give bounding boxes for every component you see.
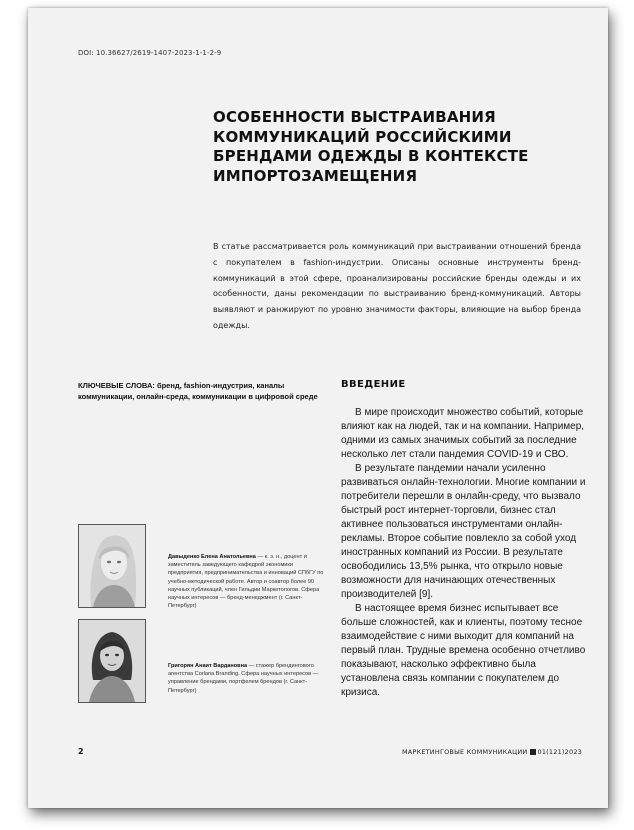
- author-photo: [78, 619, 146, 703]
- journal-issue: 01(121)2023: [537, 748, 582, 756]
- author-description: — к. э. н., доцент и заместитель заведующего кафедрой экономики предприятия, предпринимательства и инноваций СПбГУ по учебно-методической работе. Автор и соавтор более 90 научных публикаций, член Гильдии Маркетологов. Сфера научных интересов — бренд-менеджмент (г. Санкт-Петербург): [168, 554, 324, 610]
- article-abstract: В статье рассматривается роль коммуникаций при выстраивании отношений бренда с покупателем в fashion-индустрии. Описаны основные инструменты бренд-коммуникаций в этой сфере, проанализированы российские бренды одежды и их особенности, даны рекомендации по выстраиванию бренд-коммуникаций. Авторы выявляют и ранжируют по уровню значимости факторы, влияющие на выбор бренда одежды.: [213, 242, 581, 330]
- author-photo: [78, 524, 146, 608]
- article-body: [341, 406, 591, 700]
- journal-footer: [402, 748, 582, 756]
- author-name: Григорян Анаит Вардановна: [168, 663, 248, 669]
- section-heading: ВВЕДЕНИЕ: [341, 379, 406, 390]
- author-bio: [168, 553, 326, 610]
- page-number: 2: [78, 747, 84, 756]
- keywords-text: бренд, fashion-индустрия, каналы коммуникации, онлайн-среда, коммуникации в цифровой среде: [78, 381, 318, 401]
- portrait-dark-haired-woman-image: [79, 620, 145, 702]
- square-separator-icon: [530, 749, 536, 755]
- author-description: — стажер брендингового агентства Corlana Branding. Сфера научных интересов — управление брендами, портфелем брендов (г. Санкт-Петербург): [168, 663, 319, 694]
- body-paragraph: В мире происходит множество событий, которые влияют как на людей, так и на компании. Например, одними из самых значимых событий за последние несколько лет стали пандемия COVID-19 и СВО.: [341, 407, 585, 460]
- body-paragraph: В результате пандемии начали усиленно развиваться онлайн-технологии. Многие компании и потребители перешли в онлайн-среду, что вызвало быстрый рост интернет-торговли, бизнес стал активнее пользоваться инструментами онлайн-рекламы. Второе событие повлекло за собой уход иностранных компаний из России. В результате освободились 13,5% рынка, что открыло новые возможности для начинающих отечественных производителей [9].: [341, 463, 586, 600]
- journal-page: [28, 8, 608, 808]
- author-bio: [168, 662, 326, 695]
- body-paragraph: В настоящее время бизнес испытывает все больше сложностей, как и клиенты, поэтому тесное взаимодействие с ними выходит для компаний на первый план. Трудные времена особенно отчетливо показывают, насколько эффективно была установлена связь компании с покупателем до кризиса.: [341, 603, 586, 698]
- journal-name: МАРКЕТИНГОВЫЕ КОММУНИКАЦИИ: [401, 748, 528, 756]
- portrait-blonde-woman-image: [79, 525, 145, 607]
- doi-label: DOI: 10.36627/2619-1407-2023-1-1-2-9: [78, 49, 222, 57]
- keywords-block: [78, 380, 328, 402]
- author-name: Давыденко Елена Анатольевна: [168, 554, 256, 560]
- article-title: ОСОБЕННОСТИ ВЫСТРАИВАНИЯ КОММУНИКАЦИЙ РОССИЙСКИМИ БРЕНДАМИ ОДЕЖДЫ В КОНТЕКСТЕ ИМПОРТОЗАМЕЩЕНИЯ: [213, 108, 529, 185]
- keywords-label: КЛЮЧЕВЫЕ СЛОВА:: [78, 381, 155, 390]
